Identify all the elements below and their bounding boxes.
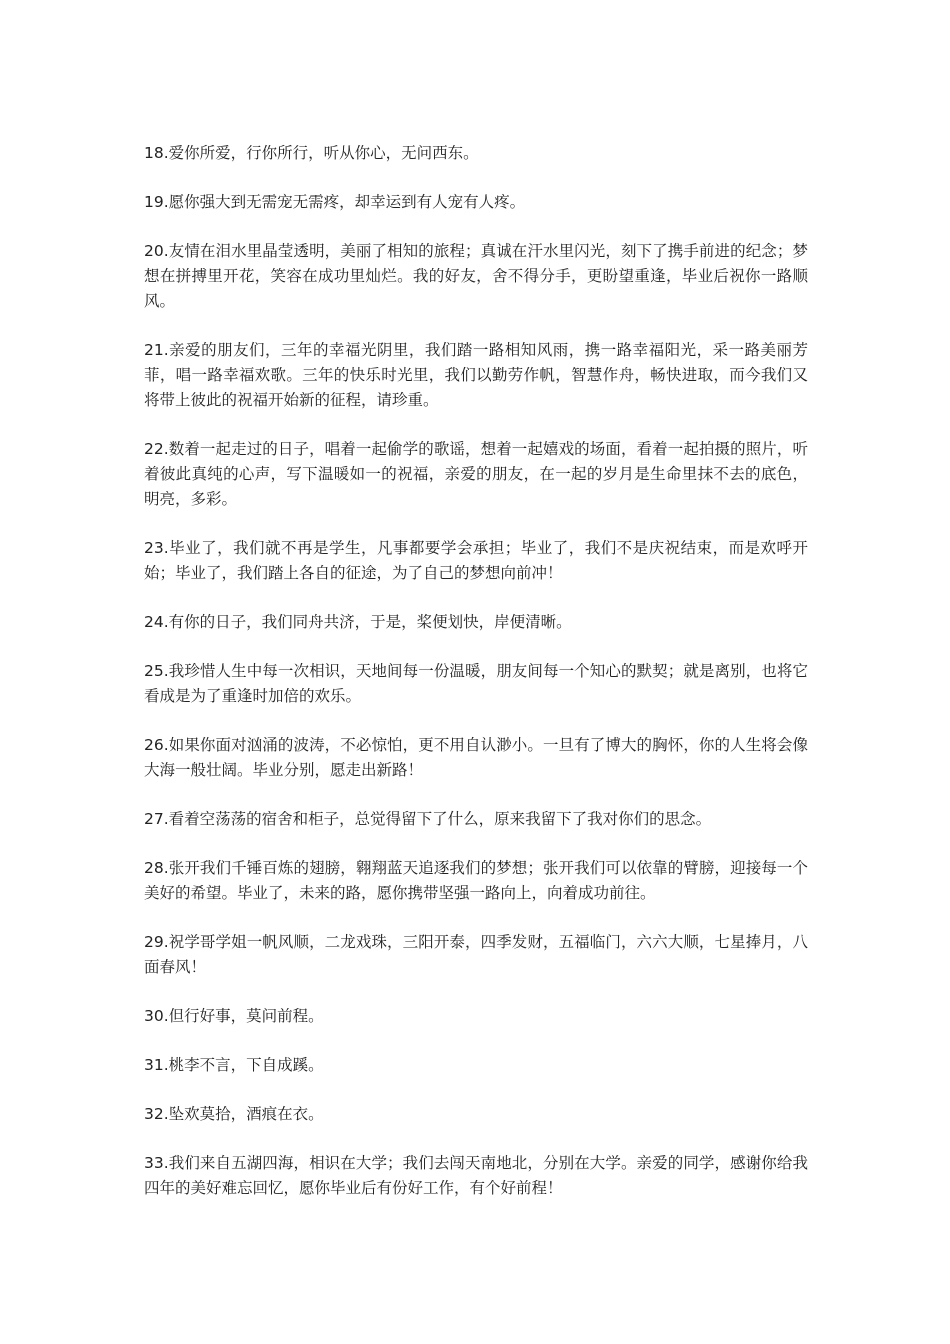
paragraph-22: 22.数着一起走过的日子，唱着一起偷学的歌谣，想着一起嬉戏的场面，看着一起拍摄的照片，听着彼此真纯的心声，写下温暖如一的祝福，亲爱的朋友，在一起的岁月是生命里抹不去的底色，明亮，多彩。: [144, 440, 808, 508]
paragraph-20: 20.友情在泪水里晶莹透明，美丽了相知的旅程；真诚在汗水里闪光，刻下了携手前进的纪念；梦想在拼搏里开花，笑容在成功里灿烂。我的好友，舍不得分手，更盼望重逢，毕业后祝你一路顺风。: [144, 242, 808, 310]
paragraph-26: 26.如果你面对汹涌的波涛，不必惊怕，更不用自认渺小。一旦有了博大的胸怀，你的人生将会像大海一般壮阔。毕业分别，愿走出新路！: [144, 736, 808, 779]
paragraph-18: 18.爱你所爱，行你所行，听从你心，无问西东。: [144, 144, 479, 162]
document-body: [144, 141, 808, 1225]
paragraph-29: 29.祝学哥学姐一帆风顺，二龙戏珠，三阳开泰，四季发财，五福临门，六六大顺，七星捧月，八面春风！: [144, 933, 808, 976]
paragraph-21: 21.亲爱的朋友们，三年的幸福光阴里，我们踏一路相知风雨，携一路幸福阳光，采一路美丽芳菲，唱一路幸福欢歌。三年的快乐时光里，我们以勤劳作帆，智慧作舟，畅快进取，而今我们又将带上彼此的祝福开始新的征程，请珍重。: [144, 341, 808, 409]
paragraph-33: 33.我们来自五湖四海，相识在大学；我们去闯天南地北，分别在大学。亲爱的同学，感谢你给我四年的美好难忘回忆，愿你毕业后有份好工作，有个好前程！: [144, 1154, 808, 1197]
paragraph-31: 31.桃李不言，下自成蹊。: [144, 1056, 324, 1074]
paragraph-28: 28.张开我们千锤百炼的翅膀，翱翔蓝天追逐我们的梦想；张开我们可以依靠的臂膀，迎接每一个美好的希望。毕业了，未来的路，愿你携带坚强一路向上，向着成功前往。: [144, 859, 808, 902]
paragraph-25: 25.我珍惜人生中每一次相识，天地间每一份温暖，朋友间每一个知心的默契；就是离别，也将它看成是为了重逢时加倍的欢乐。: [144, 662, 808, 705]
paragraph-27: 27.看着空荡荡的宿舍和柜子，总觉得留下了什么，原来我留下了我对你们的思念。: [144, 810, 712, 828]
paragraph-23: 23.毕业了，我们就不再是学生，凡事都要学会承担；毕业了，我们不是庆祝结束，而是欢呼开始；毕业了，我们踏上各自的征途，为了自己的梦想向前冲！: [144, 539, 808, 582]
paragraph-32: 32.坠欢莫拾，酒痕在衣。: [144, 1105, 324, 1123]
paragraph-19: 19.愿你强大到无需宠无需疼，却幸运到有人宠有人疼。: [144, 193, 526, 211]
paragraph-30: 30.但行好事，莫问前程。: [144, 1007, 324, 1025]
paragraph-24: 24.有你的日子，我们同舟共济，于是，桨便划快，岸便清晰。: [144, 613, 572, 631]
